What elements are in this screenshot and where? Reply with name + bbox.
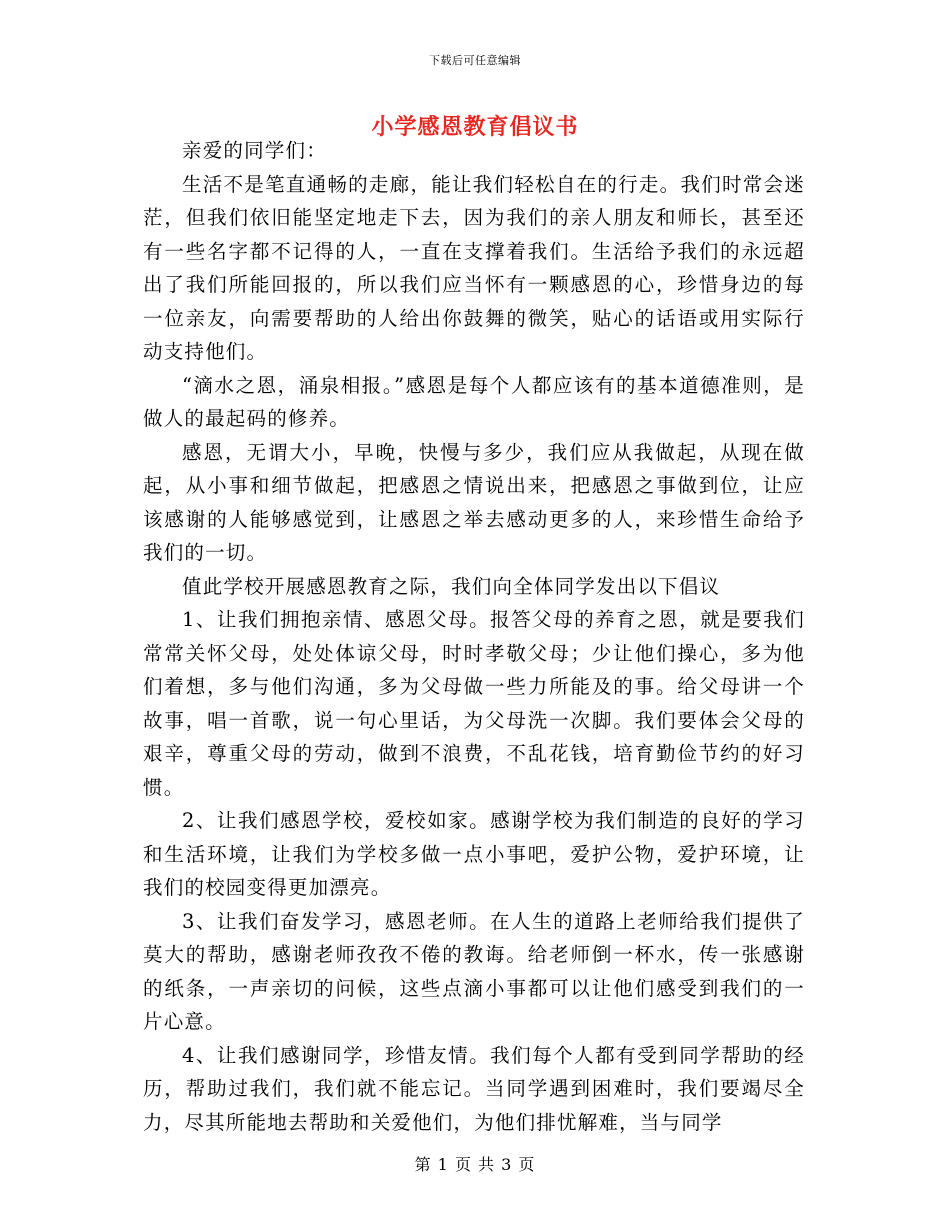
page-indicator: 第 1 页 共 3 页 xyxy=(414,1155,536,1174)
header-note: 下载后可任意编辑 xyxy=(429,54,521,67)
paragraph-gratitude: 感恩，无谓大小，早晚，快慢与多少，我们应从我做起，从现在做起，从小事和细节做起，把感恩之情说出来，把感恩之事做到位，让应该感谢的人能够感觉到，让感恩之举去感动更多的人，来珍惜生命给予我们的一切。 xyxy=(143,440,805,564)
document-title: 小学感恩教育倡议书 xyxy=(371,114,579,140)
paragraph-intro: 生活不是笔直通畅的走廊，能让我们轻松自在的行走。我们时常会迷茫，但我们依旧能坚定地走下去，因为我们的亲人朋友和师长，甚至还有一些名字都不记得的人，一直在支撑着我们。生活给予我们的永远超出了我们所能回报的，所以我们应当怀有一颗感恩的心，珍惜身边的每一位亲友，向需要帮助的人给出你鼓舞的微笑，贴心的话语或用实际行动支持他们。 xyxy=(143,172,805,363)
proposal-item-classmates: 4、让我们感谢同学，珍惜友情。我们每个人都有受到同学帮助的经历，帮助过我们，我们就不能忘记。当同学遇到困难时，我们要竭尽全力，尽其所能地去帮助和关爱他们，为他们排忧解难，当与同学 xyxy=(143,1043,805,1134)
paragraph-proverb: “滴水之恩，涌泉相报。”感恩是每个人都应该有的基本道德准则，是做人的最起码的修养。 xyxy=(143,373,805,430)
greeting: 亲爱的同学们： xyxy=(182,139,327,162)
proposal-item-parents: 1、让我们拥抱亲情、感恩父母。报答父母的养育之恩，就是要我们常常关怀父母，处处体谅父母，时时孝敬父母；少让他们操心，多为他们着想，多与他们沟通，多为父母做一些力所能及的事。给父母讲一个故事，唱一首歌，说一句心里话，为父母洗一次脚。我们要体会父母的艰辛，尊重父母的劳动，做到不浪费，不乱花钱，培育勤俭节约的好习惯。 xyxy=(143,608,805,799)
proposal-item-teachers: 3、让我们奋发学习，感恩老师。在人生的道路上老师给我们提供了莫大的帮助，感谢老师孜孜不倦的教诲。给老师倒一杯水，传一张感谢的纸条，一声亲切的问候，这些点滴小事都可以让他们感受到我们的一片心意。 xyxy=(143,909,805,1033)
proposal-item-school: 2、让我们感恩学校，爱校如家。感谢学校为我们制造的良好的学习和生活环境，让我们为学校多做一点小事吧，爱护公物，爱护环境，让我们的校园变得更加漂亮。 xyxy=(143,809,805,899)
document-body xyxy=(143,134,805,1139)
paragraph-proposal-intro: 值此学校开展感恩教育之际，我们向全体同学发出以下倡议 xyxy=(182,574,721,598)
